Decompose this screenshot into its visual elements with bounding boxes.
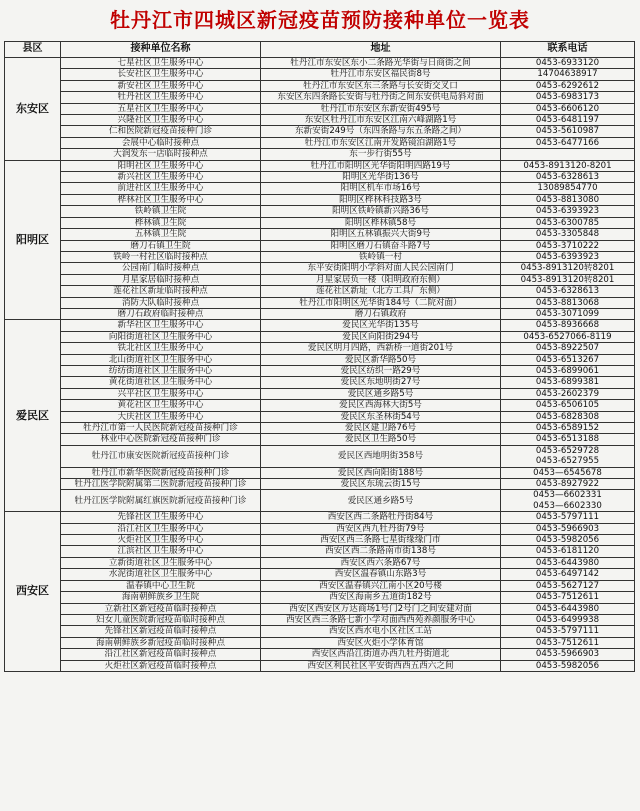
address-cell: 铁岭镇一村 bbox=[261, 251, 501, 262]
address-cell: 爱民区通乡路5号 bbox=[261, 490, 501, 512]
address-cell: 东平安街阳明小学斜对面人民公园南门 bbox=[261, 263, 501, 274]
address-cell: 西安区利民社区平安街西西五西六之间 bbox=[261, 660, 501, 671]
table-row bbox=[5, 160, 635, 171]
site-name-cell: 火炬社区卫生服务中心 bbox=[61, 535, 261, 546]
address-cell: 牡丹江市阳明区光华街184号（二院对面） bbox=[261, 297, 501, 308]
phone-cell: 0453-6497142 bbox=[501, 569, 635, 580]
phone-cell: 0453-5966903 bbox=[501, 523, 635, 534]
phone-cell: 0453-8922507 bbox=[501, 343, 635, 354]
table-row bbox=[5, 535, 635, 546]
phone-cell bbox=[501, 445, 635, 467]
phone-cell: 0453-5966903 bbox=[501, 649, 635, 660]
table-row bbox=[5, 58, 635, 69]
table-row bbox=[5, 423, 635, 434]
site-name-cell: 铁岭一村社区临时接种点 bbox=[61, 251, 261, 262]
table-row bbox=[5, 546, 635, 557]
address-cell: 西安区西九牡丹街79号 bbox=[261, 523, 501, 534]
phone-cell bbox=[501, 149, 635, 160]
address-cell: 莲花社区新址（北方工具厂东侧） bbox=[261, 286, 501, 297]
table-row bbox=[5, 320, 635, 331]
phone-cell: 0453-7512611 bbox=[501, 637, 635, 648]
address-cell: 牡丹江市东安区福民街8号 bbox=[261, 69, 501, 80]
table-row bbox=[5, 343, 635, 354]
phone-cell: 0453-6328613 bbox=[501, 172, 635, 183]
site-name-cell: 会展中心临时接种点 bbox=[61, 137, 261, 148]
address-cell: 西安区西沿江街道办西九牡丹街道北 bbox=[261, 649, 501, 660]
table-row bbox=[5, 115, 635, 126]
address-cell: 爱民区西向阳街188号 bbox=[261, 467, 501, 478]
phone-cell: 0453-8813068 bbox=[501, 297, 635, 308]
phone-cell: 0453-6828308 bbox=[501, 411, 635, 422]
table-row bbox=[5, 592, 635, 603]
site-name-cell: 先锋社区新冠疫苗临时接种点 bbox=[61, 626, 261, 637]
address-cell: 西安区西三条路七新小学对面西西苑养颜服务中心 bbox=[261, 614, 501, 625]
site-name-cell: 向阳街道社区卫生服务中心 bbox=[61, 331, 261, 342]
table-row bbox=[5, 603, 635, 614]
address-cell: 阳明区铁岭镇新兴路36号 bbox=[261, 206, 501, 217]
address-cell: 西安区海南乡五道街182号 bbox=[261, 592, 501, 603]
table-row bbox=[5, 103, 635, 114]
address-cell: 爱民区卫生路50号 bbox=[261, 434, 501, 445]
site-name-cell: 兴平社区卫生服务中心 bbox=[61, 388, 261, 399]
phone-cell: 0453-6933120 bbox=[501, 58, 635, 69]
table-row bbox=[5, 331, 635, 342]
phone-cell: 0453-8813080 bbox=[501, 194, 635, 205]
table-row bbox=[5, 149, 635, 160]
phone-cell: 0453-6481197 bbox=[501, 115, 635, 126]
site-name-cell: 沿江社区卫生服务中心 bbox=[61, 523, 261, 534]
address-cell: 爱民区向阳街294号 bbox=[261, 331, 501, 342]
address-cell: 西安区西三条路七星街缘缘门市 bbox=[261, 535, 501, 546]
address-cell: 牡丹江市东安区江南开发路镜泊湖路1号 bbox=[261, 137, 501, 148]
site-name-cell: 磨刀石政府临时接种点 bbox=[61, 308, 261, 319]
table-row bbox=[5, 411, 635, 422]
address-cell: 爱民区新华路50号 bbox=[261, 354, 501, 365]
address-cell: 爱民区西地明街358号 bbox=[261, 445, 501, 467]
phone-cell: 0453-6506105 bbox=[501, 400, 635, 411]
address-cell: 东新安街249号（东四条路与东五条路之间） bbox=[261, 126, 501, 137]
phone-cell: 0453-5982056 bbox=[501, 535, 635, 546]
table-row bbox=[5, 649, 635, 660]
county-cell: 阳明区 bbox=[5, 160, 61, 320]
site-name-cell: 牡丹江市第一人民医院新冠疫苗接种门诊 bbox=[61, 423, 261, 434]
phone-line: 0453-6529728 bbox=[535, 445, 600, 456]
phone-cell: 0453-6393923 bbox=[501, 206, 635, 217]
phone-cell: 0453-6328613 bbox=[501, 286, 635, 297]
phone-cell: 0453-6499938 bbox=[501, 614, 635, 625]
table-row bbox=[5, 206, 635, 217]
table-row bbox=[5, 354, 635, 365]
address-cell: 牡丹江市东安区东新安街495号 bbox=[261, 103, 501, 114]
address-cell: 东一步行街55号 bbox=[261, 149, 501, 160]
phone-cell: 0453-6589152 bbox=[501, 423, 635, 434]
site-name-cell: 莲花社区新址临时接种点 bbox=[61, 286, 261, 297]
table-row bbox=[5, 569, 635, 580]
table-row bbox=[5, 126, 635, 137]
phone-cell: 0453-8913120转8201 bbox=[501, 263, 635, 274]
address-cell: 西安区西安区万达商场1号门2号门之间安建对面 bbox=[261, 603, 501, 614]
site-name-cell: 江滨社区卫生服务中心 bbox=[61, 546, 261, 557]
phone-cell: 0453-6443980 bbox=[501, 603, 635, 614]
phone-cell: 0453-8913120-8201 bbox=[501, 160, 635, 171]
site-name-cell: 牡丹社区卫生服务中心 bbox=[61, 92, 261, 103]
site-name-cell: 纺纺街道社区卫生服务中心 bbox=[61, 365, 261, 376]
address-cell: 阳明区桦林科技路3号 bbox=[261, 194, 501, 205]
address-cell: 西安区西六条路67号 bbox=[261, 557, 501, 568]
phone-cell: 0453-5982056 bbox=[501, 660, 635, 671]
table-row bbox=[5, 229, 635, 240]
table-row bbox=[5, 434, 635, 445]
address-cell: 爱民区光华街135号 bbox=[261, 320, 501, 331]
phone-cell: 0453-5797111 bbox=[501, 512, 635, 523]
phone-cell: 0453-5627127 bbox=[501, 580, 635, 591]
address-cell: 爱民区通乡路5号 bbox=[261, 388, 501, 399]
site-name-cell: 立新街道社区卫生服务中心 bbox=[61, 557, 261, 568]
county-cell: 爱民区 bbox=[5, 320, 61, 512]
address-cell: 爱民区东琉云街15号 bbox=[261, 479, 501, 490]
address-cell: 西安区火炬小学体育馆 bbox=[261, 637, 501, 648]
phone-line: 0453-6527955 bbox=[535, 456, 600, 467]
address-cell: 阳明区五林镇振兴大街9号 bbox=[261, 229, 501, 240]
phone-cell: 0453-6393923 bbox=[501, 251, 635, 262]
table-body bbox=[5, 58, 635, 672]
table-row bbox=[5, 523, 635, 534]
table-row bbox=[5, 69, 635, 80]
table-row bbox=[5, 490, 635, 512]
site-name-cell: 公园南门临时接种点 bbox=[61, 263, 261, 274]
phone-cell: 0453-8913120转8201 bbox=[501, 274, 635, 285]
site-name-cell: 海南朝鲜族乡新冠疫苗临时接种点 bbox=[61, 637, 261, 648]
phone-cell: 0453-6181120 bbox=[501, 546, 635, 557]
address-cell: 东安区东四条路长安街与牡丹街之间东安供电局斜对面 bbox=[261, 92, 501, 103]
table-row bbox=[5, 217, 635, 228]
table-row bbox=[5, 400, 635, 411]
address-cell: 阳明区光华街136号 bbox=[261, 172, 501, 183]
site-name-cell: 前进社区卫生服务中心 bbox=[61, 183, 261, 194]
site-name-cell: 火炬社区新冠疫苗临时接种点 bbox=[61, 660, 261, 671]
address-cell: 爱民区纺织一路29号 bbox=[261, 365, 501, 376]
page-title: 牡丹江市四城区新冠疫苗预防接种单位一览表 bbox=[110, 8, 530, 32]
table-row bbox=[5, 92, 635, 103]
table-row bbox=[5, 274, 635, 285]
phone-cell: 0453-6983173 bbox=[501, 92, 635, 103]
site-name-cell: 黄花社区卫生服务中心 bbox=[61, 400, 261, 411]
phone-cell: 0453-6513188 bbox=[501, 434, 635, 445]
phone-cell: 0453-6477166 bbox=[501, 137, 635, 148]
phone-cell: 0453-6300785 bbox=[501, 217, 635, 228]
table-row bbox=[5, 297, 635, 308]
address-cell: 牡丹江市阳明区光华街阳明四路19号 bbox=[261, 160, 501, 171]
site-name-cell: 立新社区新冠疫苗临时接种点 bbox=[61, 603, 261, 614]
phone-cell: 0453—6545678 bbox=[501, 467, 635, 478]
site-name-cell: 兴隆社区卫生服务中心 bbox=[61, 115, 261, 126]
address-cell: 阳明区磨刀石镇奋斗路7号 bbox=[261, 240, 501, 251]
phone-cell: 0453-3710222 bbox=[501, 240, 635, 251]
phone-cell: 0453-7512611 bbox=[501, 592, 635, 603]
table-row bbox=[5, 580, 635, 591]
phone-cell: 13089854770 bbox=[501, 183, 635, 194]
table-row bbox=[5, 365, 635, 376]
phone-cell: 0453-6606120 bbox=[501, 103, 635, 114]
phone-cell: 0453-8927922 bbox=[501, 479, 635, 490]
site-name-cell: 大庆社区卫生服务中心 bbox=[61, 411, 261, 422]
site-name-cell: 大润发东一店临时接种点 bbox=[61, 149, 261, 160]
site-name-cell: 阳明社区卫生服务中心 bbox=[61, 160, 261, 171]
address-cell: 西安区温春镇兴江南小区20号楼 bbox=[261, 580, 501, 591]
site-name-cell: 月星家居临时接种点 bbox=[61, 274, 261, 285]
phone-cell: 0453-5797111 bbox=[501, 626, 635, 637]
site-name-cell: 牡丹江医学院附属红旗医院新冠疫苗接种门诊 bbox=[61, 490, 261, 512]
phone-cell: 0453-6527066-8119 bbox=[501, 331, 635, 342]
phone-cell: 0453-6292612 bbox=[501, 80, 635, 91]
address-cell: 西安区西水电小区社区工站 bbox=[261, 626, 501, 637]
address-cell: 西安区西二条路牡丹街84号 bbox=[261, 512, 501, 523]
table-row bbox=[5, 137, 635, 148]
table-row bbox=[5, 557, 635, 568]
address-cell: 月星家居负一楼（阳明政府东侧） bbox=[261, 274, 501, 285]
address-cell: 爱民区西海林大街5号 bbox=[261, 400, 501, 411]
site-name-cell: 新兴社区卫生服务中心 bbox=[61, 172, 261, 183]
address-cell: 牡丹江市东安区东小二条路光华街与日商街之间 bbox=[261, 58, 501, 69]
site-name-cell: 黄花街道社区卫生服务中心 bbox=[61, 377, 261, 388]
table-row bbox=[5, 479, 635, 490]
table-row bbox=[5, 637, 635, 648]
phone-cell: 0453-3071099 bbox=[501, 308, 635, 319]
site-name-cell: 牡丹江医学院附属第二医院新冠疫苗接种门诊 bbox=[61, 479, 261, 490]
site-name-cell: 桦林社区卫生服务中心 bbox=[61, 194, 261, 205]
table-row bbox=[5, 80, 635, 91]
phone-cell: 0453-5610987 bbox=[501, 126, 635, 137]
header-site-name: 接种单位名称 bbox=[61, 42, 261, 58]
address-cell: 阳明区桦林镇58号 bbox=[261, 217, 501, 228]
site-name-cell: 长安社区卫生服务中心 bbox=[61, 69, 261, 80]
site-name-cell: 牡丹江市康安医院新冠疫苗接种门诊 bbox=[61, 445, 261, 467]
site-name-cell: 牡丹江市新华医院新冠疫苗接种门诊 bbox=[61, 467, 261, 478]
vaccination-sites-table bbox=[4, 41, 635, 672]
site-name-cell: 新华社区卫生服务中心 bbox=[61, 320, 261, 331]
phone-line: 0453—6602330 bbox=[533, 500, 602, 511]
table-row bbox=[5, 194, 635, 205]
table-header-row bbox=[5, 42, 635, 58]
phone-cell: 0453-6513267 bbox=[501, 354, 635, 365]
address-cell: 爱民区明月四路，西新桥一道街201号 bbox=[261, 343, 501, 354]
site-name-cell: 五星社区卫生服务中心 bbox=[61, 103, 261, 114]
header-county: 县区 bbox=[5, 42, 61, 58]
table-row bbox=[5, 660, 635, 671]
site-name-cell: 水泥街道社区卫生服务中心 bbox=[61, 569, 261, 580]
phone-cell: 0453-6899381 bbox=[501, 377, 635, 388]
site-name-cell: 桦林镇卫生院 bbox=[61, 217, 261, 228]
address-cell: 牡丹江市东安区东三条路与长安街交叉口 bbox=[261, 80, 501, 91]
header-phone: 联系电话 bbox=[501, 42, 635, 58]
site-name-cell: 温春镇中心卫生院 bbox=[61, 580, 261, 591]
site-name-cell: 磨刀石镇卫生院 bbox=[61, 240, 261, 251]
site-name-cell: 仁和医院新冠疫苗接种门诊 bbox=[61, 126, 261, 137]
table-row bbox=[5, 377, 635, 388]
address-cell: 爱民区东圣林街54号 bbox=[261, 411, 501, 422]
address-cell: 西安区温春镇山东路3号 bbox=[261, 569, 501, 580]
site-name-cell: 七星社区卫生服务中心 bbox=[61, 58, 261, 69]
site-name-cell: 铁岭镇卫生院 bbox=[61, 206, 261, 217]
header-address: 地址 bbox=[261, 42, 501, 58]
site-name-cell: 新安社区卫生服务中心 bbox=[61, 80, 261, 91]
site-name-cell: 沿江社区新冠疫苗临时接种点 bbox=[61, 649, 261, 660]
phone-cell: 0453-8936668 bbox=[501, 320, 635, 331]
phone-cell: 0453-6443980 bbox=[501, 557, 635, 568]
site-name-cell: 海南朝鲜族乡卫生院 bbox=[61, 592, 261, 603]
county-cell: 西安区 bbox=[5, 512, 61, 672]
phone-cell: 0453-6899061 bbox=[501, 365, 635, 376]
phone-cell: 0453-2602379 bbox=[501, 388, 635, 399]
table-row bbox=[5, 512, 635, 523]
address-cell: 爱民区东地明街27号 bbox=[261, 377, 501, 388]
phone-cell bbox=[501, 490, 635, 512]
site-name-cell: 先锋社区卫生服务中心 bbox=[61, 512, 261, 523]
table-row bbox=[5, 626, 635, 637]
address-cell: 阳明区机车市场16号 bbox=[261, 183, 501, 194]
address-cell: 磨刀石镇政府 bbox=[261, 308, 501, 319]
table-row bbox=[5, 183, 635, 194]
address-cell: 爱民区建卫路76号 bbox=[261, 423, 501, 434]
address-cell: 西安区西二条路南市街138号 bbox=[261, 546, 501, 557]
table-row bbox=[5, 445, 635, 467]
table-row bbox=[5, 240, 635, 251]
site-name-cell: 北山街道社区卫生服务中心 bbox=[61, 354, 261, 365]
site-name-cell: 消防大队临时接种点 bbox=[61, 297, 261, 308]
phone-cell: 14704638917 bbox=[501, 69, 635, 80]
table-row bbox=[5, 263, 635, 274]
site-name-cell: 妇女儿童医院新冠疫苗临时接种点 bbox=[61, 614, 261, 625]
table-row bbox=[5, 251, 635, 262]
phone-line: 0453—6602331 bbox=[533, 490, 602, 501]
county-cell: 东安区 bbox=[5, 58, 61, 161]
table-row bbox=[5, 614, 635, 625]
phone-cell: 0453-3305848 bbox=[501, 229, 635, 240]
table-row bbox=[5, 286, 635, 297]
table-row bbox=[5, 388, 635, 399]
table-row bbox=[5, 172, 635, 183]
table-row bbox=[5, 308, 635, 319]
site-name-cell: 铁北社区卫生服务中心 bbox=[61, 343, 261, 354]
site-name-cell: 五林镇卫生院 bbox=[61, 229, 261, 240]
site-name-cell: 林业中心医院新冠疫苗接种门诊 bbox=[61, 434, 261, 445]
table-row bbox=[5, 467, 635, 478]
address-cell: 东安区牡丹江市东安区江南六峰湖路1号 bbox=[261, 115, 501, 126]
